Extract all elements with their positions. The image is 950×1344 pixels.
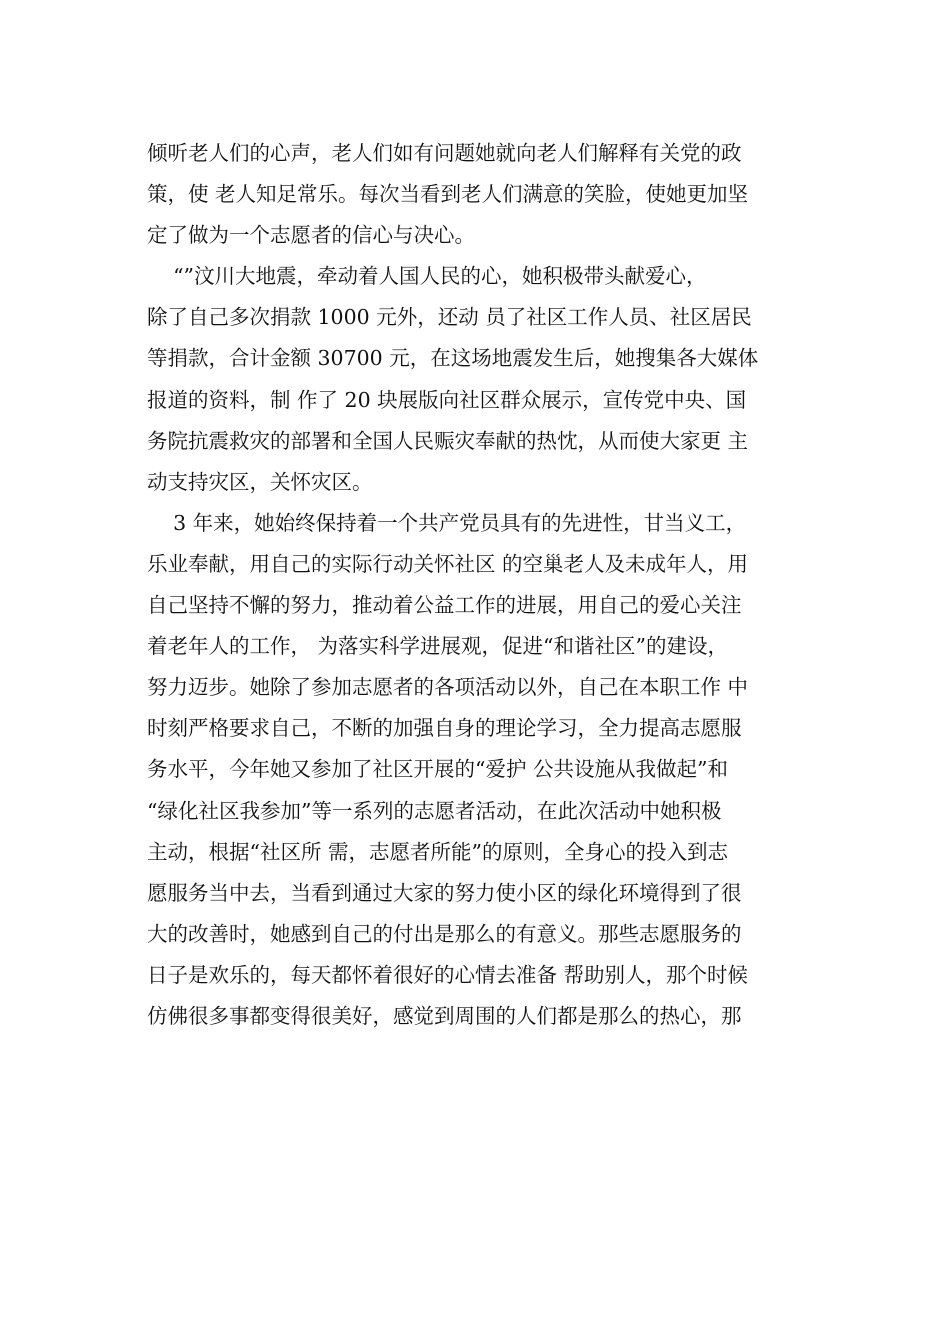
text-line: 倾听老人们的心声，老人们如有问题她就向老人们解释有关党的政 [147, 141, 742, 165]
text-line: 报道的资料，制 作了 20 块展版向社区群众展示，宣传党中央、国 [147, 387, 747, 412]
text-line: 时刻严格要求自己，不断的加强自身的理论学习，全力提高志愿服 [147, 716, 742, 741]
text-line: 等捐款，合计金额 30700 元，在这场地震发生后，她搜集各大媒体 [147, 346, 759, 371]
text-line: 定了做为一个志愿者的信心与决心。 [147, 223, 475, 248]
text-line: 仿佛很多事都变得很美好，感觉到周围的人们都是那么的热心，那 [147, 1003, 742, 1028]
text-line: 务院抗震救灾的部署和全国人民赈灾奉献的热忱，从而使大家更 主 [147, 428, 749, 453]
paragraph [147, 133, 807, 256]
paragraph [147, 256, 807, 503]
text-line: 动支持灾区，关怀灾区。 [147, 469, 373, 494]
text-line: 务水平，今年她又参加了社区开展的“爱护 公共设施从我做起”和 [147, 757, 728, 782]
text-line: 日子是欢乐的，每天都怀着很好的心情去准备 帮助别人，那个时候 [147, 962, 749, 987]
text-line: 除了自己多次捐款 1000 元外，还动 员了社区工作人员、社区居民 [147, 305, 752, 330]
paragraph [147, 503, 807, 1037]
body-text [147, 133, 807, 1037]
text-line: “绿化社区我参加”等一系列的志愿者活动，在此次活动中她积极 [147, 798, 722, 823]
text-line: 乐业奉献，用自己的实际行动关怀社区 的空巢老人及未成年人，用 [147, 551, 749, 576]
text-line: 策，使 老人知足常乐。每次当看到老人们满意的笑脸，使她更加坚 [147, 182, 749, 207]
text-line: 大的改善时，她感到自己的付出是那么的有意义。那些志愿服务的 [147, 921, 742, 946]
text-line: 愿服务当中去，当看到通过大家的努力使小区的绿化环境得到了很 [147, 880, 742, 905]
text-line: 自己坚持不懈的努力，推动着公益工作的进展，用自己的爱心关注 [147, 593, 742, 618]
text-line: 努力迈步。她除了参加志愿者的各项活动以外，自己在本职工作 中 [147, 675, 749, 700]
text-line: 着老年人的工作， 为落实科学进展观，促进“和谐社区”的建设， [147, 634, 728, 659]
text-line: 主动，根据“社区所 需，志愿者所能”的原则，全身心的投入到志 [147, 839, 728, 864]
text-line: “”汶川大地震，牵动着人国人民的心，她积极带头献爱心， [147, 264, 707, 289]
text-line: 3 年来，她始终保持着一个共产党员具有的先进性，甘当义工， [147, 510, 747, 535]
